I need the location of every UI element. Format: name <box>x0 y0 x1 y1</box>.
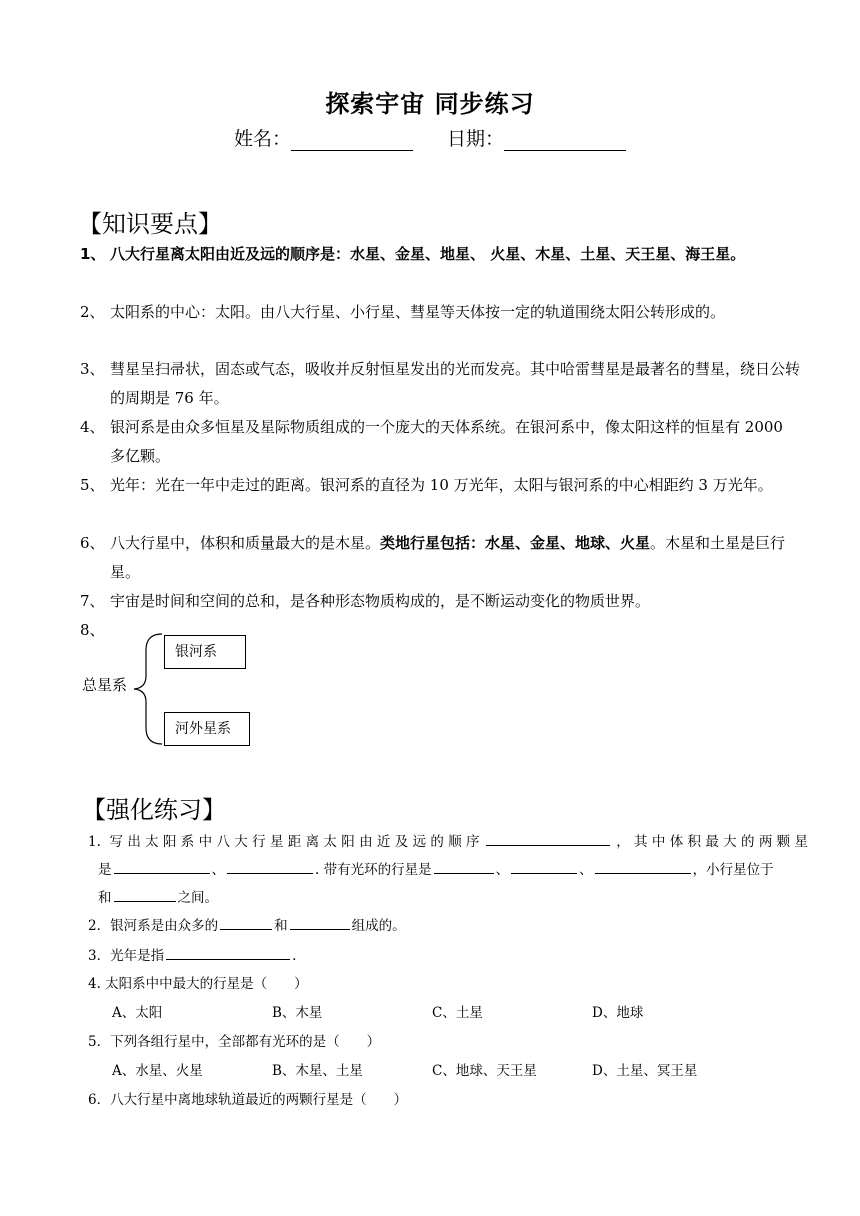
name-date-line <box>0 124 860 151</box>
question-5-options <box>112 1057 832 1085</box>
knowledge-item-3: 3、 彗星呈扫帚状，固态或气态，吸收并反射恒星发出的光而发亮。其中哈雷彗星是最著名的彗星，绕日公转的周期是 76 年。 <box>80 360 801 407</box>
q1-blank-order[interactable] <box>486 829 610 846</box>
q1-blank-largest-2[interactable] <box>227 857 313 874</box>
diagram-root-label: 总星系 <box>82 676 128 694</box>
question-4: 4. 太阳系中中最大的行星是（ ） <box>88 976 308 992</box>
q3-blank[interactable] <box>166 943 290 960</box>
knowledge-item-6: 6、 八大行星中，体积和质量最大的是木星。类地行星包括：水星、金星、地球、火星。木星和土星是巨行星。 <box>80 534 786 581</box>
knowledge-item-1: 1、 八大行星离太阳由近及远的顺序是：水星、金星、地星、 火星、木星、土星、天王星、海王星。 <box>80 245 746 263</box>
q5-option-b[interactable]: B、木星、土星 <box>272 1063 363 1079</box>
diagram-brace <box>128 632 168 746</box>
knowledge-item-4: 4、 银河系是由众多恒星及星际物质组成的一个庞大的天体系统。在银河系中，像太阳这样的恒星有 2000 多亿颗。 <box>80 418 783 465</box>
name-label: 姓名： <box>233 128 291 150</box>
knowledge-item-2: 2、 太阳系的中心：太阳。由八大行星、小行星、彗星等天体按一定的轨道围绕太阳公转形成的。 <box>80 303 726 321</box>
name-blank[interactable] <box>291 130 413 151</box>
question-2: 2．银河系是由众多的 和 组成的。 <box>88 912 808 940</box>
question-6: 6．八大行星中离地球轨道最近的两颗行星是（ ） <box>88 1092 408 1108</box>
q2-blank-2[interactable] <box>290 913 350 930</box>
q1-blank-ring-1[interactable] <box>434 857 494 874</box>
practice-heading: 【强化练习】 <box>82 796 226 824</box>
q2-blank-1[interactable] <box>220 913 272 930</box>
q5-option-d[interactable]: D、土星、冥王星 <box>592 1063 698 1079</box>
q4-option-b[interactable]: B、木星 <box>272 1005 323 1021</box>
q1-blank-ring-2[interactable] <box>511 857 577 874</box>
date-blank[interactable] <box>504 130 626 151</box>
q4-option-d[interactable]: D、地球 <box>592 1005 644 1021</box>
knowledge-item-5: 5、 光年：光在一年中走过的距离。银河系的直径为 10 万光年，太阳与银河系的中心相距约 3 万光年。 <box>80 476 773 494</box>
date-label: 日期： <box>447 128 505 150</box>
q1-blank-largest-1[interactable] <box>114 857 210 874</box>
diagram-box-extragalactic: 河外星系 <box>164 712 250 746</box>
question-1: 1. 写出太阳系中八大行星距离太阳由近及远的顺序 ，其中体积最大的两颗星 是 、 . 带有光环的行星是 、 、 ，小行星位于 和 之间。 <box>88 828 808 912</box>
q5-option-a[interactable]: A、水星、火星 <box>112 1063 203 1079</box>
question-5: 5．下列各组行星中，全部都有光环的是（ ） <box>88 1034 381 1050</box>
q5-option-c[interactable]: C、地球、天王星 <box>432 1063 537 1079</box>
question-3: 3．光年是指 . <box>88 942 808 970</box>
diagram-box-milky-way: 银河系 <box>164 635 246 669</box>
q4-option-a[interactable]: A、太阳 <box>112 1005 163 1021</box>
knowledge-heading: 【知识要点】 <box>78 210 222 238</box>
q1-blank-ring-3[interactable] <box>595 857 691 874</box>
page-title: 探索宇宙 同步练习 <box>325 90 535 118</box>
knowledge-item-7: 7、 宇宙是时间和空间的总和，是各种形态物质构成的，是不断运动变化的物质世界。 <box>80 592 651 610</box>
q4-option-c[interactable]: C、土星 <box>432 1005 483 1021</box>
question-4-options <box>112 999 832 1027</box>
q1-blank-asteroid-1[interactable] <box>114 885 176 902</box>
